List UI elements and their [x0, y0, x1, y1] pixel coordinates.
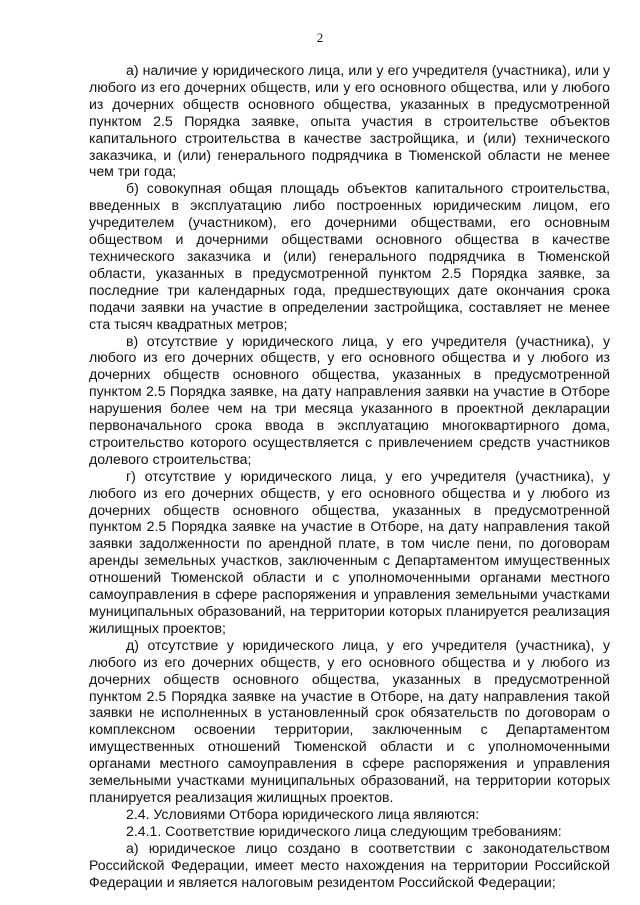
paragraph-v-no-delay: в) отсутствие у юридического лица, у его учредителя (участника), у любого из его дочерних обществ, у его основного общества и у любого из дочерних обществ основного общества, указанных в предусмотренной пунктом 2.5 Порядка заявке, на дату направления заявки на участие в Отборе нарушения более чем на три месяца указанного в проектной декларации первоначального срока ввода в эксплуатацию многоквартирного дома, строительство которого осуществляется с привлечением средств участников долевого строительства;: [89, 332, 610, 467]
paragraph-a-experience: а) наличие у юридического лица, или у его учредителя (участника), или у любого из его дочерних обществ, или у его основного общества, или у любого из дочерних обществ основного общества, указанных в предусмотренной пунктом 2.5 Порядка заявке, опыта участия в строительстве объектов капитального строительства в качестве застройщика, и (или) технического заказчика, и (или) генерального подрядчика в Тюменской области не менее чем три года;: [89, 62, 610, 180]
paragraph-a-legal-entity-created: а) юридическое лицо создано в соответствии с законодательством Российской Федерации, имеет место нахождения на территории Российской Федерации и является налоговым резидентом Российской Федерации;: [89, 839, 610, 890]
document-body: [89, 62, 610, 890]
paragraph-b-total-area: б) совокупная общая площадь объектов капитального строительства, введенных в эксплуатацию либо построенных юридическим лицом, его учредителем (участником), его дочерними обществами, его основным обществом и дочерними обществами основного общества в качестве технического заказчика и (или) генерального подрядчика в Тюменской области, указанных в предусмотренной пунктом 2.5 Порядка заявке, за последние три календарных года, предшествующих дате окончания срока подачи заявки на участие в определении застройщика, составляет не менее ста тысяч квадратных метров;: [89, 180, 610, 332]
paragraph-g-no-rent-debt: г) отсутствие у юридического лица, у его учредителя (участника), у любого из его дочерних обществ, у его основного общества и у любого из дочерних обществ основного общества, указанных в предусмотренной пунктом 2.5 Порядка заявке на участие в Отборе, на дату направления такой заявки задолженности по арендной плате, в том числе пени, по договорам аренды земельных участков, заключенным с Департаментом имущественных отношений Тюменской области и с уполномоченными органами местного самоуправления в сфере распоряжения и управления земельными участками муниципальных образований, на территории которых планируется реализация жилищных проектов;: [89, 467, 610, 636]
page-number: 2: [316, 30, 324, 45]
section-2-4-heading: 2.4. Условиями Отбора юридического лица являются:: [126, 805, 480, 822]
section-2-4-1-heading: 2.4.1. Соответствие юридического лица следующим требованиям:: [126, 822, 562, 839]
paragraph-d-no-unfulfilled-obligations: д) отсутствие у юридического лица, у его учредителя (участника), у любого из его дочерних обществ, у его основного общества и у любого из дочерних обществ основного общества, указанных в предусмотренной пунктом 2.5 Порядка заявке на участие в Отборе, на дату направления такой заявки не исполненных в установленный срок обязательств по договорам о комплексном освоении территории, заключенным с Департаментом имущественных отношений Тюменской области и с уполномоченными органами местного самоуправления в сфере распоряжения и управления земельными участками муниципальных образований, на территории которых планируется реализация жилищных проектов.: [89, 636, 610, 805]
